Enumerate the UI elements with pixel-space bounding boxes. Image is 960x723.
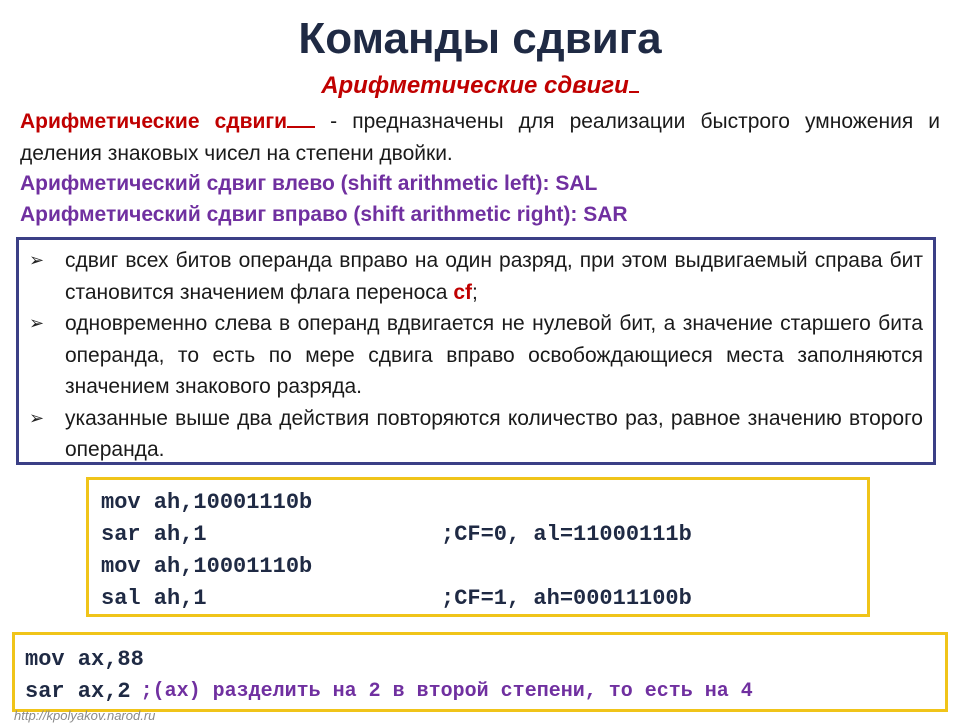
bullet-item (29, 403, 923, 466)
code-line (101, 582, 867, 614)
code-example-sar-sal (86, 477, 870, 617)
code-instruction: mov ah,10001110b (101, 489, 313, 515)
code-comment: ;CF=0, al=11000111b (441, 521, 692, 547)
slide-title: Команды сдвига (298, 14, 662, 63)
code-line (25, 675, 945, 707)
arrow-bullet-icon: ➢ (29, 407, 45, 428)
code-instruction: sar ax,2 (25, 678, 131, 704)
intro-term-underline (287, 126, 315, 128)
bullet-item (29, 245, 923, 308)
subtitle-text: Арифметические сдвиги (321, 72, 629, 99)
bullet-item (29, 308, 923, 403)
intro-line1: - предназначены для реализации быстрого (330, 110, 790, 133)
code-line (101, 486, 867, 518)
sar-rules-box (16, 237, 936, 465)
bullet-3-text: указанные выше два действия повторяются количество раз, равное значению второго операнда. (65, 406, 923, 461)
bullet-1-end: ; (472, 280, 478, 304)
sar-definition: Арифметический сдвиг вправо (shift arithmetic right): SAR (20, 203, 628, 226)
code-line (25, 643, 945, 675)
arrow-bullet-icon: ➢ (29, 250, 45, 270)
sal-definition: Арифметический сдвиг влево (shift arithmetic left): SAL (20, 172, 598, 195)
code-instruction: mov ah,10001110b (101, 553, 313, 579)
carry-flag-label: cf (453, 280, 473, 304)
bullet-text (65, 245, 923, 308)
intro-paragraph (20, 106, 940, 170)
code-comment: ;(ax) разделить на 2 в второй степени, то есть на 4 (140, 679, 753, 703)
code-comment: ;CF=1, ah=00011100b (441, 585, 692, 611)
code-line (101, 550, 867, 582)
code-example-divide (12, 632, 948, 712)
footer-url: http://kpolyakov.narod.ru (14, 708, 156, 723)
intro-term: Арифметические сдвиги (20, 110, 288, 133)
code-instruction: sal ah,1 (101, 585, 207, 611)
arrow-bullet-icon: ➢ (29, 313, 45, 333)
subtitle-underline (629, 91, 639, 93)
code-instruction: sar ah,1 (101, 521, 207, 547)
bullet-2-text: одновременно слева в операнд вдвигается не нулевой бит, а значение старшего бита операнда, то есть по мере сдвига вправо освобождающиеся места заполняются значением знакового разряда. (65, 312, 923, 398)
code-line (101, 518, 867, 550)
intro-line2: умножения и деления знаковых чисел на степени двойки. (20, 110, 940, 165)
code-instruction: mov ax,88 (25, 646, 144, 672)
bullet-1-text: сдвиг всех битов операнда вправо на один разряд, при этом выдвигаемый справа бит становится значением флага переноса (65, 249, 923, 304)
slide-subtitle (0, 72, 960, 100)
